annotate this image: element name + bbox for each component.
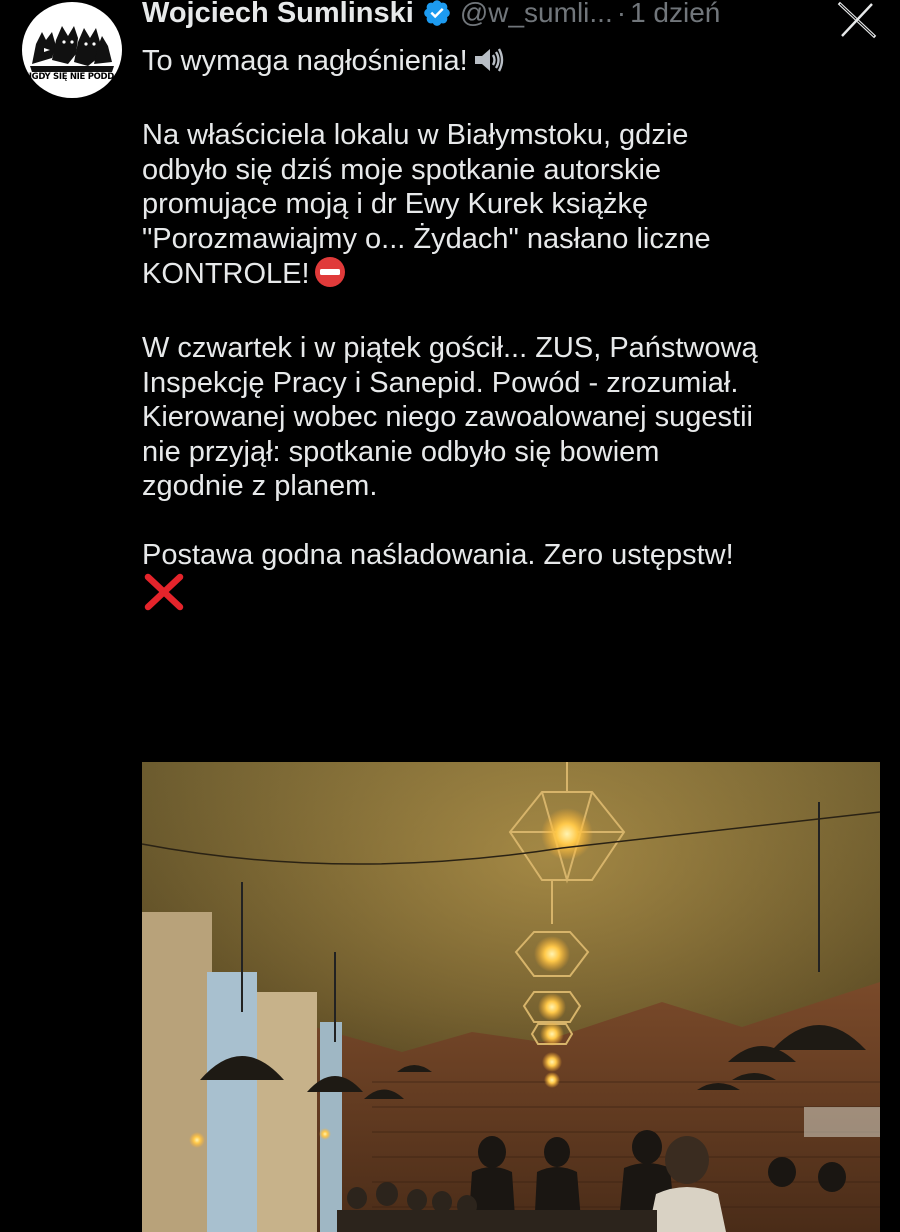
tweet-line: Na właściciela lokalu w Białymstoku, gdzie [142, 119, 689, 151]
wolves-logo-image [22, 2, 138, 98]
tweet-line: To wymaga nagłośnienia! [142, 45, 468, 77]
author-avatar[interactable] [22, 2, 138, 98]
tweet-paragraph [142, 118, 882, 297]
tweet-line: "Porozmawiajmy o... Żydach" nasłano liczne [142, 222, 711, 255]
speaker-emoji [472, 45, 504, 84]
tweet-paragraph [142, 44, 882, 84]
verified-badge-icon [422, 0, 452, 28]
tweet-timestamp[interactable]: 1 dzień [630, 0, 721, 28]
tweet-line: odbyło się dziś moje spotkanie autorskie [142, 153, 662, 186]
x-logo-icon[interactable] [836, 2, 878, 38]
tweet-line: Inspekcję Pracy i Sanepid. Powód - zrozumiał. [142, 366, 739, 399]
tweet-text [142, 44, 882, 619]
tweet-line: W czwartek i w piątek gościł... ZUS, Państwową [142, 332, 758, 364]
tweet-line: KONTROLE! [142, 258, 310, 290]
no-entry-emoji [314, 256, 346, 297]
avatar-caption: NIGDY SIĘ NIE PODDAWAJ [22, 72, 138, 82]
tweet-line: Postawa godna naśladowania. Zero ustępstw! [142, 539, 734, 571]
author-handle[interactable]: @w_sumli... [459, 0, 613, 28]
header-separator: · [616, 0, 627, 28]
cross-mark-emoji [142, 573, 186, 620]
tweet-header [142, 0, 720, 38]
tweet-line: promujące moją i dr Ewy Kurek książkę [142, 188, 649, 220]
tweet-line: zgodnie z planem. [142, 470, 378, 502]
author-name[interactable]: Wojciech Sumlinski [142, 0, 414, 29]
tweet-line: Kierowanej wobec niego zawoalowanej sugestii [142, 401, 753, 433]
tweet-line: nie przyjął: spotkanie odbyło się bowiem [142, 435, 660, 468]
tweet-paragraph [142, 331, 882, 504]
tweet-photo[interactable] [142, 762, 880, 1232]
tweet-paragraph [142, 538, 882, 619]
